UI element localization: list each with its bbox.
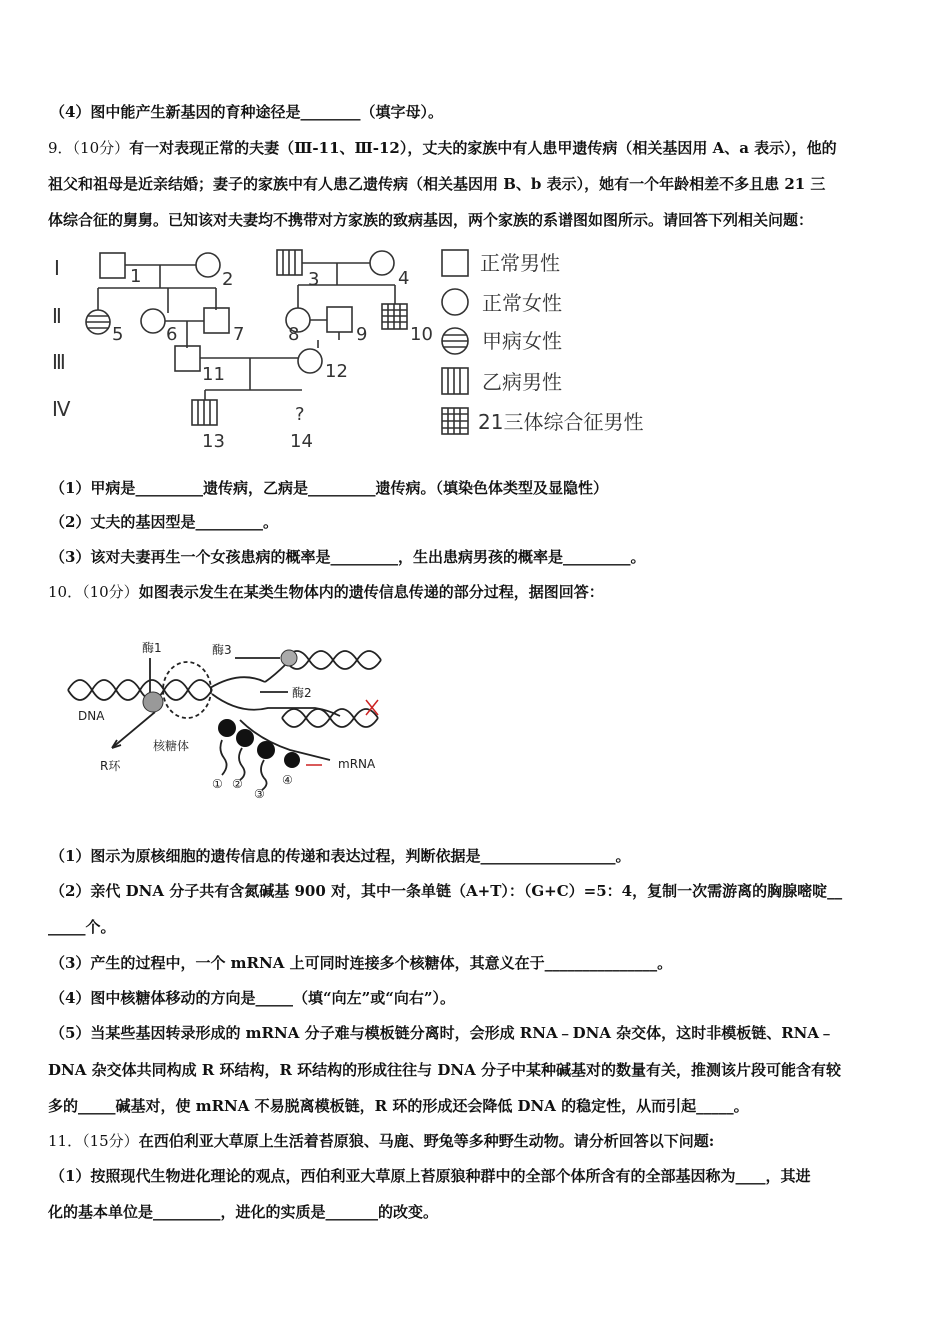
member-number: 8 bbox=[288, 324, 300, 345]
q10-part3: （3）产生的过程中，一个 mRNA 上可同时连接多个核糖体，其意义在于_______________。 bbox=[50, 954, 673, 972]
member-number: 14 bbox=[290, 431, 313, 452]
dna-label: DNA bbox=[78, 709, 105, 723]
q9-intro-text1: 有一对表现正常的夫妻（Ⅲ-11、Ⅲ-12），丈夫的家族中有人患甲遗传病（相关基因用 A、a 表示），他的 bbox=[129, 139, 837, 157]
enzyme-1-blob bbox=[143, 692, 163, 712]
chain-mark: ③ bbox=[254, 787, 265, 800]
ribosome bbox=[218, 719, 236, 737]
ribosome-label: 核糖体 bbox=[153, 739, 190, 753]
pedigree-unknown-14: ? bbox=[295, 404, 305, 425]
q10-intro bbox=[48, 582, 908, 602]
pedigree-male-9 bbox=[327, 307, 352, 332]
member-number: 10 bbox=[410, 324, 433, 345]
q9-intro-line2: 祖父和祖母是近亲结婚；妻子的家族中有人患乙遗传病（相关基因用 B、b 表示），她有一个年龄相差不多且患 21 三 bbox=[48, 175, 826, 193]
q9-part1: （1）甲病是_________遗传病，乙病是_________遗传病。（填染色体类型及显隐性） bbox=[50, 479, 608, 497]
member-number: 12 bbox=[325, 361, 348, 382]
pedigree-male-7 bbox=[204, 308, 229, 333]
q10-intro-text: 如图表示发生在某类生物体内的遗传信息传递的部分过程，据图回答： bbox=[138, 583, 604, 601]
q11-part1-line1: （1）按照现代生物进化理论的观点，西伯利亚大草原上苔原狼种群中的全部个体所含有的全部基因称为____，其进 bbox=[50, 1167, 811, 1185]
q10-part2-line2: _____个。 bbox=[48, 918, 116, 936]
legend-disease-b-male-symbol bbox=[442, 368, 468, 394]
q11-number: 11．（15分） bbox=[48, 1132, 139, 1150]
member-number: 2 bbox=[222, 269, 234, 290]
ribosome bbox=[257, 741, 275, 759]
member-number: 6 bbox=[166, 324, 178, 345]
legend-label: 正常男性 bbox=[480, 251, 560, 275]
mrna-label: mRNA bbox=[338, 757, 376, 771]
member-number: 5 bbox=[112, 324, 124, 345]
q9-intro-line3: 体综合征的舅舅。已知该对夫妻均不携带对方家族的致病基因，两个家族的系谱图如图所示。请回答下列相关问题： bbox=[48, 211, 814, 229]
q11-part1-line2: 化的基本单位是_________，进化的实质是_______的改变。 bbox=[48, 1203, 439, 1221]
legend-label: 甲病女性 bbox=[482, 329, 562, 353]
ribosome bbox=[284, 752, 300, 768]
generation-label: Ⅱ bbox=[52, 304, 62, 328]
chain-mark: ① bbox=[212, 777, 223, 791]
pedigree-male-11 bbox=[175, 346, 200, 371]
member-number: 7 bbox=[233, 324, 245, 345]
q9-intro-line1 bbox=[48, 138, 908, 158]
member-number: 1 bbox=[130, 266, 142, 287]
generation-label: Ⅰ bbox=[54, 256, 60, 280]
member-number: 9 bbox=[356, 324, 368, 345]
q10-part5-line1: （5）当某些基因转录形成的 mRNA 分子难与模板链分离时，会形成 RNA﹣DNA 杂交体，这时非模板链、RNA﹣ bbox=[50, 1024, 835, 1042]
pedigree-female-12 bbox=[298, 349, 322, 373]
enzyme-2-label: 酶2 bbox=[292, 686, 312, 700]
q11-intro-text: 在西伯利亚大草原上生活着苔原狼、马鹿、野兔等多种野生动物。请分析回答以下问题: bbox=[138, 1132, 715, 1150]
q10-part5-line2: DNA 杂交体共同构成 R 环结构，R 环结构的形成往往与 DNA 分子中某种碱基对的数量有关，推测该片段可能含有较 bbox=[48, 1061, 841, 1079]
pedigree-female-6 bbox=[141, 309, 165, 333]
q10-part2-line1: （2）亲代 DNA 分子共有含氮碱基 900 对，其中一条单链（A+T）：（G+C）=5：4，复制一次需游离的胸腺嘧啶__ bbox=[50, 882, 843, 900]
q10-part1: （1）图示为原核细胞的遗传信息的传递和表达过程，判断依据是__________________。 bbox=[50, 847, 631, 865]
q10-part4: （4）图中核糖体移动的方向是_____（填“向左”或“向右”）。 bbox=[50, 989, 455, 1007]
q11-intro bbox=[48, 1131, 908, 1151]
q9-part3: （3）该对夫妻再生一个女孩患病的概率是_________，生出患病男孩的概率是_________。 bbox=[50, 548, 646, 566]
pedigree-female-4 bbox=[370, 251, 394, 275]
legend-male-symbol bbox=[442, 250, 468, 276]
chain-mark: ② bbox=[232, 777, 243, 791]
enzyme-3-blob bbox=[281, 650, 297, 666]
member-number: 13 bbox=[202, 431, 225, 452]
member-number: 11 bbox=[202, 364, 225, 385]
pedigree-female-2 bbox=[196, 253, 220, 277]
enzyme-3-label: 酶3 bbox=[212, 643, 232, 657]
member-number: 3 bbox=[308, 269, 320, 290]
q9-part2: （2）丈夫的基因型是_________。 bbox=[50, 513, 278, 531]
r-loop-label: R环 bbox=[100, 759, 121, 773]
q8-part4: （4）图中能产生新基因的育种途径是________（填字母）。 bbox=[50, 103, 443, 121]
legend-label: 正常女性 bbox=[482, 291, 562, 315]
q10-part5-line3: 多的_____碱基对，使 mRNA 不易脱离模板链，R 环的形成还会降低 DNA 的稳定性，从而引起_____。 bbox=[48, 1097, 749, 1115]
pedigree-diagram bbox=[40, 240, 680, 460]
enzyme-1-label: 酶1 bbox=[142, 641, 162, 655]
legend-label: 21三体综合征男性 bbox=[478, 410, 644, 434]
ribosome bbox=[236, 729, 254, 747]
legend-female-symbol bbox=[442, 289, 468, 315]
transcription-translation-diagram bbox=[60, 630, 390, 800]
member-number: 4 bbox=[398, 268, 410, 289]
pedigree-male-1 bbox=[100, 253, 125, 278]
q10-number: 10．（10分） bbox=[48, 583, 139, 601]
generation-label: Ⅲ bbox=[52, 350, 66, 374]
legend-label: 乙病男性 bbox=[482, 370, 562, 394]
generation-label: Ⅳ bbox=[52, 397, 71, 421]
chain-mark: ④ bbox=[282, 773, 293, 787]
q9-number: 9．（10分） bbox=[48, 139, 130, 157]
